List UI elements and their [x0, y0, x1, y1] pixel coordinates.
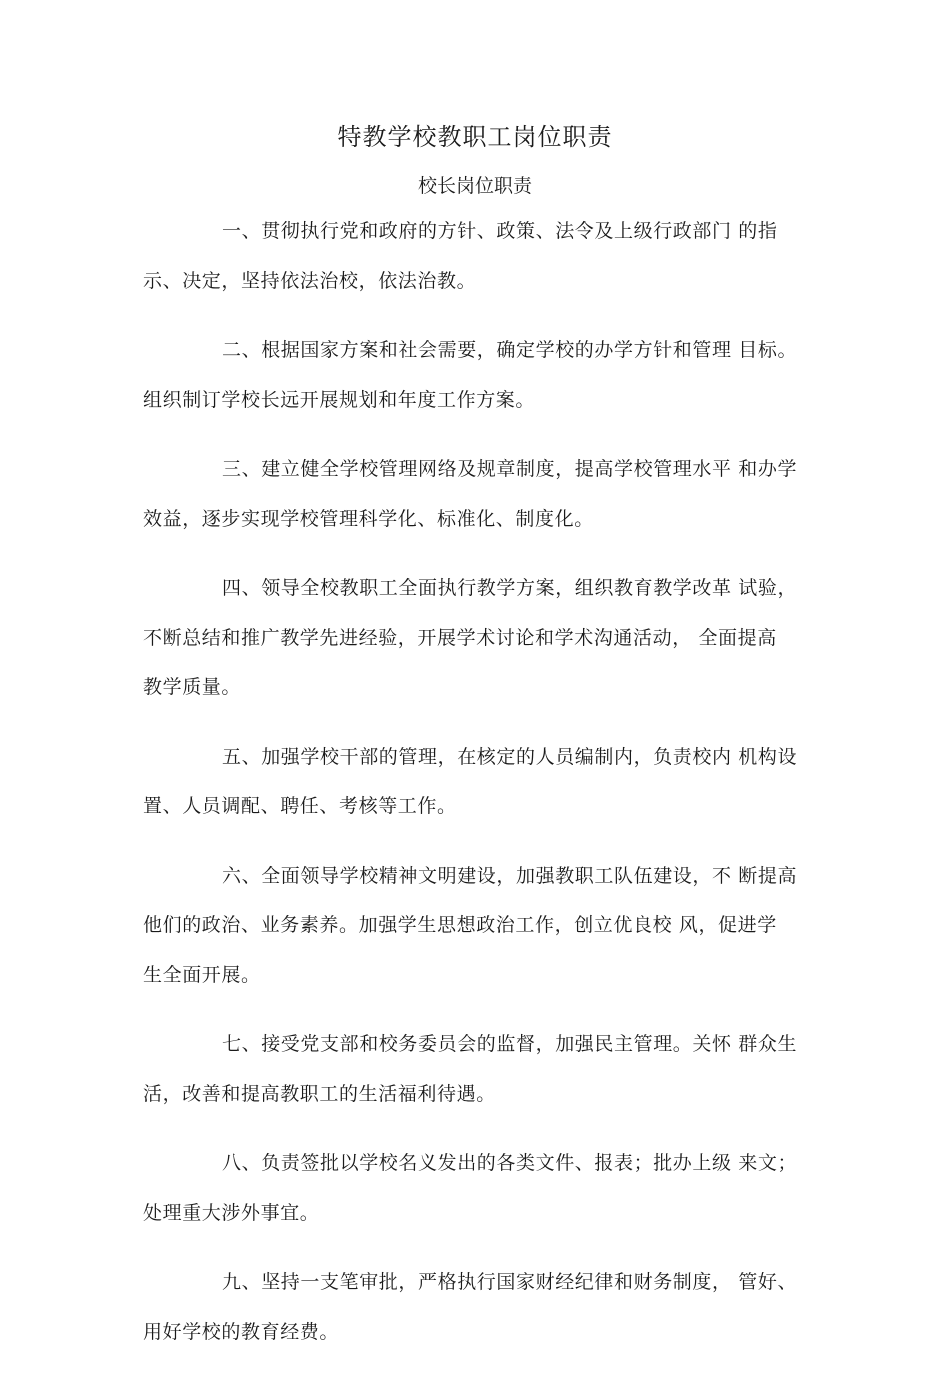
paragraph-3	[143, 445, 819, 544]
paragraph-line: 活，改善和提高教职工的生活福利待遇。	[143, 1082, 496, 1105]
paragraph-6	[143, 852, 819, 1001]
paragraph-2	[143, 326, 819, 425]
paragraph-line: 五、加强学校干部的管理，在核定的人员编制内，负责校内 机构设	[222, 745, 798, 768]
paragraph-line: 他们的政治、业务素养。加强学生思想政治工作，创立优良校 风，促进学	[143, 914, 777, 936]
paragraph-8	[143, 1139, 819, 1238]
paragraph-line: 一、贯彻执行党和政府的方针、政策、法令及上级行政部门 的指	[222, 220, 778, 242]
paragraph-line: 教学质量。	[143, 676, 242, 698]
document-body	[143, 207, 819, 1377]
paragraph-line: 处理重大涉外事宜。	[143, 1201, 320, 1224]
paragraph-5	[143, 733, 819, 832]
paragraph-line: 组织制订学校长远开展规划和年度工作方案。	[143, 388, 536, 411]
paragraph-line: 四、领导全校教职工全面执行教学方案，组织教育教学改革 试验，	[222, 577, 798, 599]
paragraph-line: 三、建立健全学校管理网络及规章制度，提高学校管理水平 和办学	[222, 458, 798, 480]
paragraph-1	[143, 207, 819, 306]
paragraph-line: 六、全面领导学校精神文明建设，加强教职工队伍建设，不 断提高	[222, 864, 798, 887]
paragraph-line: 示、决定，坚持依法治校，依法治教。	[143, 269, 477, 292]
paragraph-line: 七、接受党支部和校务委员会的监督，加强民主管理。关怀 群众生	[222, 1033, 798, 1055]
section-title: 校长岗位职责	[417, 175, 532, 197]
paragraph-line: 二、根据国家方案和社会需要，确定学校的办学方针和管理 目标。	[222, 339, 798, 361]
paragraph-line: 九、坚持一支笔审批，严格执行国家财经纪律和财务制度， 管好、	[222, 1271, 798, 1293]
paragraph-line: 置、人员调配、聘任、考核等工作。	[143, 795, 457, 817]
paragraph-line: 用好学校的教育经费。	[143, 1320, 340, 1343]
paragraph-line: 效益，逐步实现学校管理科学化、标准化、制度化。	[143, 507, 594, 530]
paragraph-line: 不断总结和推广教学先进经验，开展学术讨论和学术沟通活动， 全面提高	[143, 626, 777, 649]
paragraph-line: 生全面开展。	[143, 963, 261, 986]
paragraph-9	[143, 1258, 819, 1357]
paragraph-line: 八、负责签批以学校名义发出的各类文件、报表；批办上级 来文；	[222, 1152, 798, 1174]
document-title: 特教学校教职工岗位职责	[337, 123, 613, 151]
paragraph-7	[143, 1020, 819, 1119]
paragraph-4	[143, 564, 819, 713]
